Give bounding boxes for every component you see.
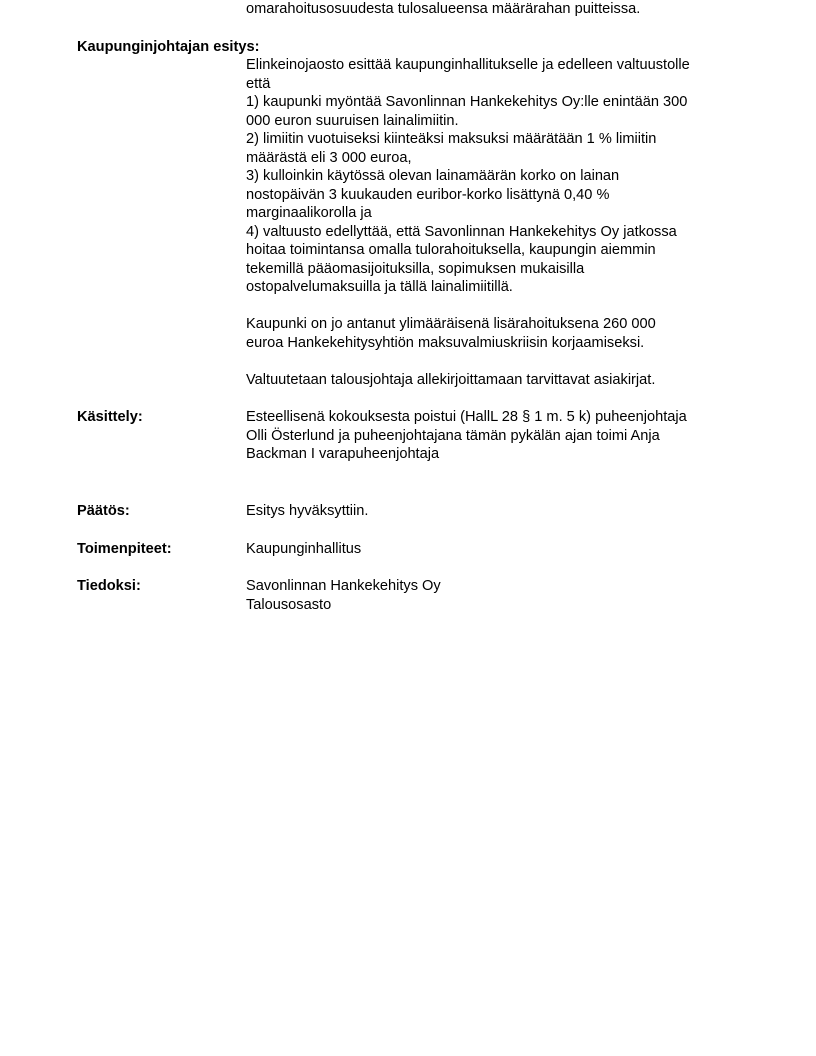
- proposal-paragraph2-line: euroa Hankekehitysyhtiön maksuvalmiuskriisin korjaamiseksi.: [246, 334, 645, 351]
- decision-text: [246, 502, 746, 521]
- top-continuation-text: [246, 0, 746, 19]
- handling-label: Käsittely:: [77, 409, 143, 425]
- notice-line: Savonlinnan Hankekehitys Oy: [246, 578, 441, 594]
- notice-line: Talousosasto: [246, 596, 332, 613]
- proposal-line: hoitaa toimintansa omalla tulorahoituksella, kaupungin aiemmin: [246, 242, 656, 258]
- actions-line: Kaupunginhallitus: [246, 541, 362, 557]
- proposal-line: että: [246, 75, 271, 92]
- paragraph-gap: [246, 352, 746, 371]
- proposal-paragraph2-line: Kaupunki on jo antanut ylimääräisenä lisärahoituksena 260 000: [246, 316, 656, 332]
- notice-label: Tiedoksi:: [77, 578, 141, 594]
- top-continuation-line: omarahoitusosuudesta tulosalueensa määrärahan puitteissa.: [246, 1, 641, 17]
- decision-label: Päätös:: [77, 503, 130, 519]
- paragraph-gap: [246, 297, 746, 316]
- proposal-line: nostopäivän 3 kuukauden euribor-korko lisättynä 0,40 %: [246, 186, 610, 203]
- actions-label: Toimenpiteet:: [77, 541, 172, 557]
- proposal-line: määrästä eli 3 000 euroa,: [246, 149, 412, 166]
- decision-line: Esitys hyväksyttiin.: [246, 503, 369, 519]
- proposal-line: marginaalikorolla ja: [246, 205, 372, 221]
- proposal-line: 4) valtuusto edellyttää, että Savonlinnan Hankekehitys Oy jatkossa: [246, 223, 677, 240]
- proposal-line: tekemillä pääomasijoituksilla, sopimuksen mukaisilla: [246, 260, 585, 277]
- proposal-label: Kaupunginjohtajan esitys:: [77, 39, 260, 55]
- proposal-line: ostopalvelumaksuilla ja tällä lainalimiitillä.: [246, 279, 513, 295]
- handling-line: Backman I varapuheenjohtaja: [246, 446, 440, 462]
- proposal-text: [246, 56, 746, 389]
- proposal-paragraph3-line: Valtuutetaan talousjohtaja allekirjoittamaan tarvittavat asiakirjat.: [246, 371, 656, 388]
- handling-line: Esteellisenä kokouksesta poistui (HallL 28 § 1 m. 5 k) puheenjohtaja: [246, 409, 687, 425]
- proposal-line: 000 euron suuruisen lainalimiitin.: [246, 112, 459, 129]
- notice-text: [246, 577, 746, 614]
- handling-line: Olli Österlund ja puheenjohtajana tämän pykälän ajan toimi Anja: [246, 427, 660, 444]
- actions-text: [246, 540, 746, 559]
- proposal-line: Elinkeinojaosto esittää kaupunginhallitukselle ja edelleen valtuustolle: [246, 57, 690, 73]
- proposal-line: 1) kaupunki myöntää Savonlinnan Hankekehitys Oy:lle enintään 300: [246, 94, 688, 110]
- handling-text: [246, 408, 746, 464]
- proposal-line: 3) kulloinkin käytössä olevan lainamäärän korko on lainan: [246, 168, 620, 184]
- proposal-line: 2) limiitin vuotuiseksi kiinteäksi maksuksi määrätään 1 % limiitin: [246, 131, 657, 147]
